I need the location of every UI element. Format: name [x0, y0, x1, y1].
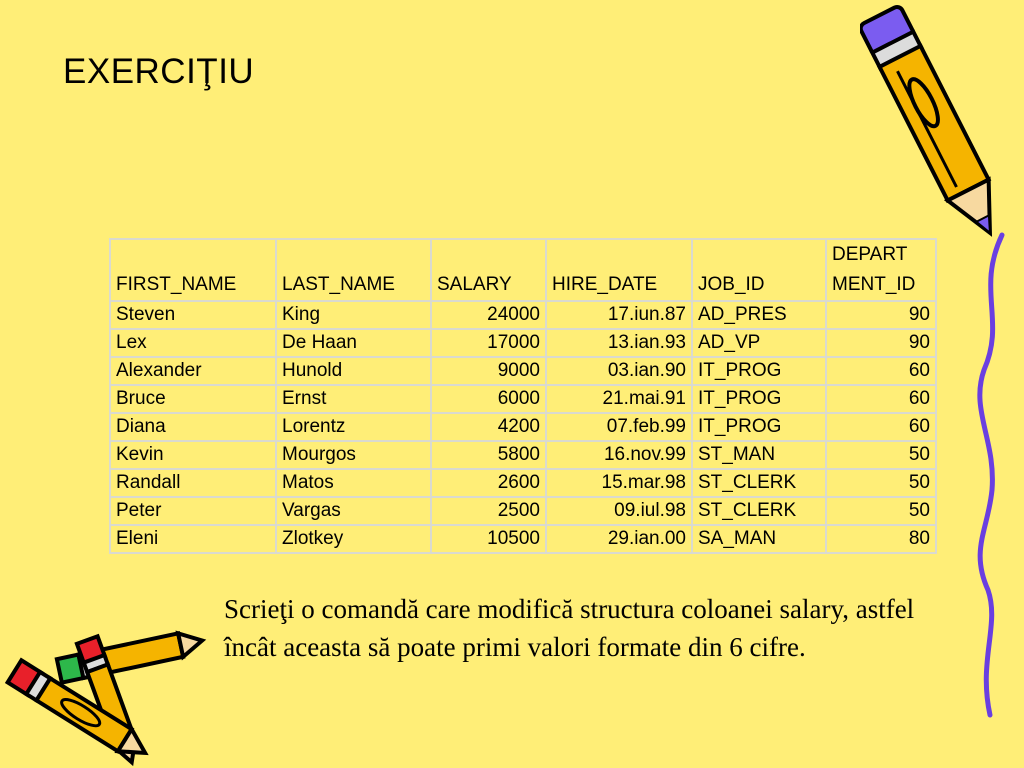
table-cell: 03.ian.90: [546, 357, 692, 385]
table-row: [110, 301, 936, 329]
table-cell: 90: [826, 301, 936, 329]
table-cell: Mourgos: [276, 441, 431, 469]
table-cell: 50: [826, 441, 936, 469]
table-cell: Lex: [110, 329, 276, 357]
table-cell: 10500: [431, 525, 546, 553]
table-cell: 50: [826, 469, 936, 497]
table-cell: AD_PRES: [692, 301, 826, 329]
table-cell: Kevin: [110, 441, 276, 469]
table-cell: 60: [826, 357, 936, 385]
table-cell: IT_PROG: [692, 413, 826, 441]
table-cell: Lorentz: [276, 413, 431, 441]
table-cell: Bruce: [110, 385, 276, 413]
column-header: SALARY: [431, 239, 546, 301]
table-cell: 13.ian.93: [546, 329, 692, 357]
table-row: [110, 357, 936, 385]
table-row: [110, 441, 936, 469]
table-cell: IT_PROG: [692, 357, 826, 385]
table-cell: 5800: [431, 441, 546, 469]
table-cell: Matos: [276, 469, 431, 497]
table-cell: 90: [826, 329, 936, 357]
pencil-clipart-icon: [860, 0, 1010, 250]
table-row: [110, 525, 936, 553]
table-header-row: [110, 239, 936, 301]
table-cell: 9000: [431, 357, 546, 385]
table-cell: ST_CLERK: [692, 497, 826, 525]
table-cell: 17000: [431, 329, 546, 357]
table-row: [110, 497, 936, 525]
column-header: JOB_ID: [692, 239, 826, 301]
table-cell: 6000: [431, 385, 546, 413]
table-cell: 60: [826, 385, 936, 413]
table-cell: 60: [826, 413, 936, 441]
table-cell: 2600: [431, 469, 546, 497]
table-cell: Ernst: [276, 385, 431, 413]
table-cell: 2500: [431, 497, 546, 525]
table-cell: 16.nov.99: [546, 441, 692, 469]
table-cell: IT_PROG: [692, 385, 826, 413]
table-row: [110, 413, 936, 441]
table-cell: Eleni: [110, 525, 276, 553]
table-cell: Hunold: [276, 357, 431, 385]
table-cell: De Haan: [276, 329, 431, 357]
slide-title: EXERCIŢIU: [63, 52, 255, 91]
table-row: [110, 385, 936, 413]
table-cell: 07.feb.99: [546, 413, 692, 441]
table-cell: 24000: [431, 301, 546, 329]
column-header: LAST_NAME: [276, 239, 431, 301]
column-header: HIRE_DATE: [546, 239, 692, 301]
table-cell: Alexander: [110, 357, 276, 385]
column-header: FIRST_NAME: [110, 239, 276, 301]
pencils-clipart-icon: [0, 618, 210, 768]
employees-table: [109, 238, 937, 554]
table-row: [110, 329, 936, 357]
table-row: [110, 469, 936, 497]
table-cell: 80: [826, 525, 936, 553]
column-header: DEPART MENT_ID: [826, 239, 936, 301]
table-cell: Diana: [110, 413, 276, 441]
table-cell: 15.mar.98: [546, 469, 692, 497]
table-cell: Vargas: [276, 497, 431, 525]
table-cell: 29.ian.00: [546, 525, 692, 553]
table-cell: King: [276, 301, 431, 329]
table-cell: SA_MAN: [692, 525, 826, 553]
table-cell: ST_MAN: [692, 441, 826, 469]
table-cell: AD_VP: [692, 329, 826, 357]
table-cell: ST_CLERK: [692, 469, 826, 497]
table-cell: 21.mai.91: [546, 385, 692, 413]
table-cell: 50: [826, 497, 936, 525]
table-cell: Randall: [110, 469, 276, 497]
scribble-line-icon: [966, 230, 1016, 720]
table-cell: 17.iun.87: [546, 301, 692, 329]
instruction-text: Scrieţi o comandă care modifică structura coloanei salary, astfel încât aceasta să poate primi valori formate din 6 cifre.: [224, 594, 915, 662]
table-cell: Zlotkey: [276, 525, 431, 553]
table-cell: 4200: [431, 413, 546, 441]
table-cell: 09.iul.98: [546, 497, 692, 525]
table-cell: Steven: [110, 301, 276, 329]
table-cell: Peter: [110, 497, 276, 525]
